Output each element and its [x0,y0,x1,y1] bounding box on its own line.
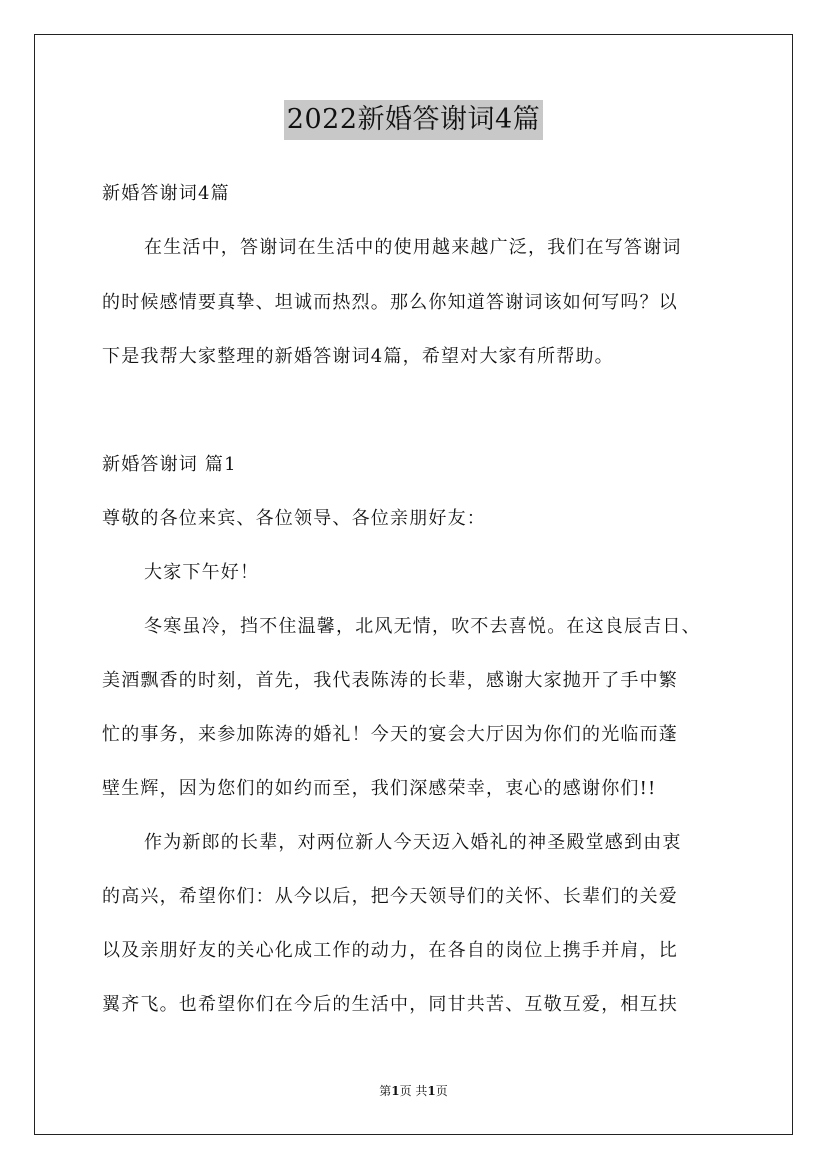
paragraph2-line-2: 的高兴，希望你们：从今以后，把今天领导们的关怀、长辈们的关爱 [102,886,678,907]
document-subtitle: 新婚答谢词4篇 [102,183,230,204]
paragraph1-line-3: 忙的事务，来参加陈涛的婚礼！今天的宴会大厅因为你们的光临而蓬 [102,724,678,745]
paragraph2-line-4: 翼齐飞。也希望你们在今后的生活中，同甘共苦、互敬互爱，相互扶 [102,994,678,1015]
paragraph2-line-1: 作为新郎的长辈，对两位新人今天迈入婚礼的神圣殿堂感到由衷 [144,832,682,853]
document-title [0,100,827,140]
footer-mid: 页 共 [399,1084,428,1098]
paragraph1-line-2: 美酒飘香的时刻，首先，我代表陈涛的长辈，感谢大家抛开了手中繁 [102,670,678,691]
page-footer [0,1083,827,1099]
paragraph1-line-4: 壁生辉，因为您们的如约而至，我们深感荣幸，衷心的感谢你们!! [102,778,657,799]
salutation: 尊敬的各位来宾、各位领导、各位亲朋好友： [102,508,486,529]
greeting: 大家下午好！ [144,562,260,583]
paragraph2-line-3: 以及亲朋好友的关心化成工作的动力，在各自的岗位上携手并肩，比 [102,940,678,961]
footer-prefix: 第 [379,1084,392,1098]
section-heading: 新婚答谢词 篇1 [102,454,237,475]
intro-line-3: 下是我帮大家整理的新婚答谢词4篇，希望对大家有所帮助。 [102,346,614,367]
paragraph1-line-1: 冬寒虽冷，挡不住温馨，北风无情，吹不去喜悦。在这良辰吉日、 [144,616,701,637]
footer-current-page: 1 [391,1084,400,1098]
intro-line-1: 在生活中，答谢词在生活中的使用越来越广泛，我们在写答谢词 [144,237,682,258]
intro-line-2: 的时候感情要真挚、坦诚而热烈。那么你知道答谢词该如何写吗？以 [102,292,678,313]
footer-total-pages: 1 [427,1084,436,1098]
footer-suffix: 页 [435,1084,448,1098]
document-title-text: 2022新婚答谢词4篇 [284,100,543,140]
